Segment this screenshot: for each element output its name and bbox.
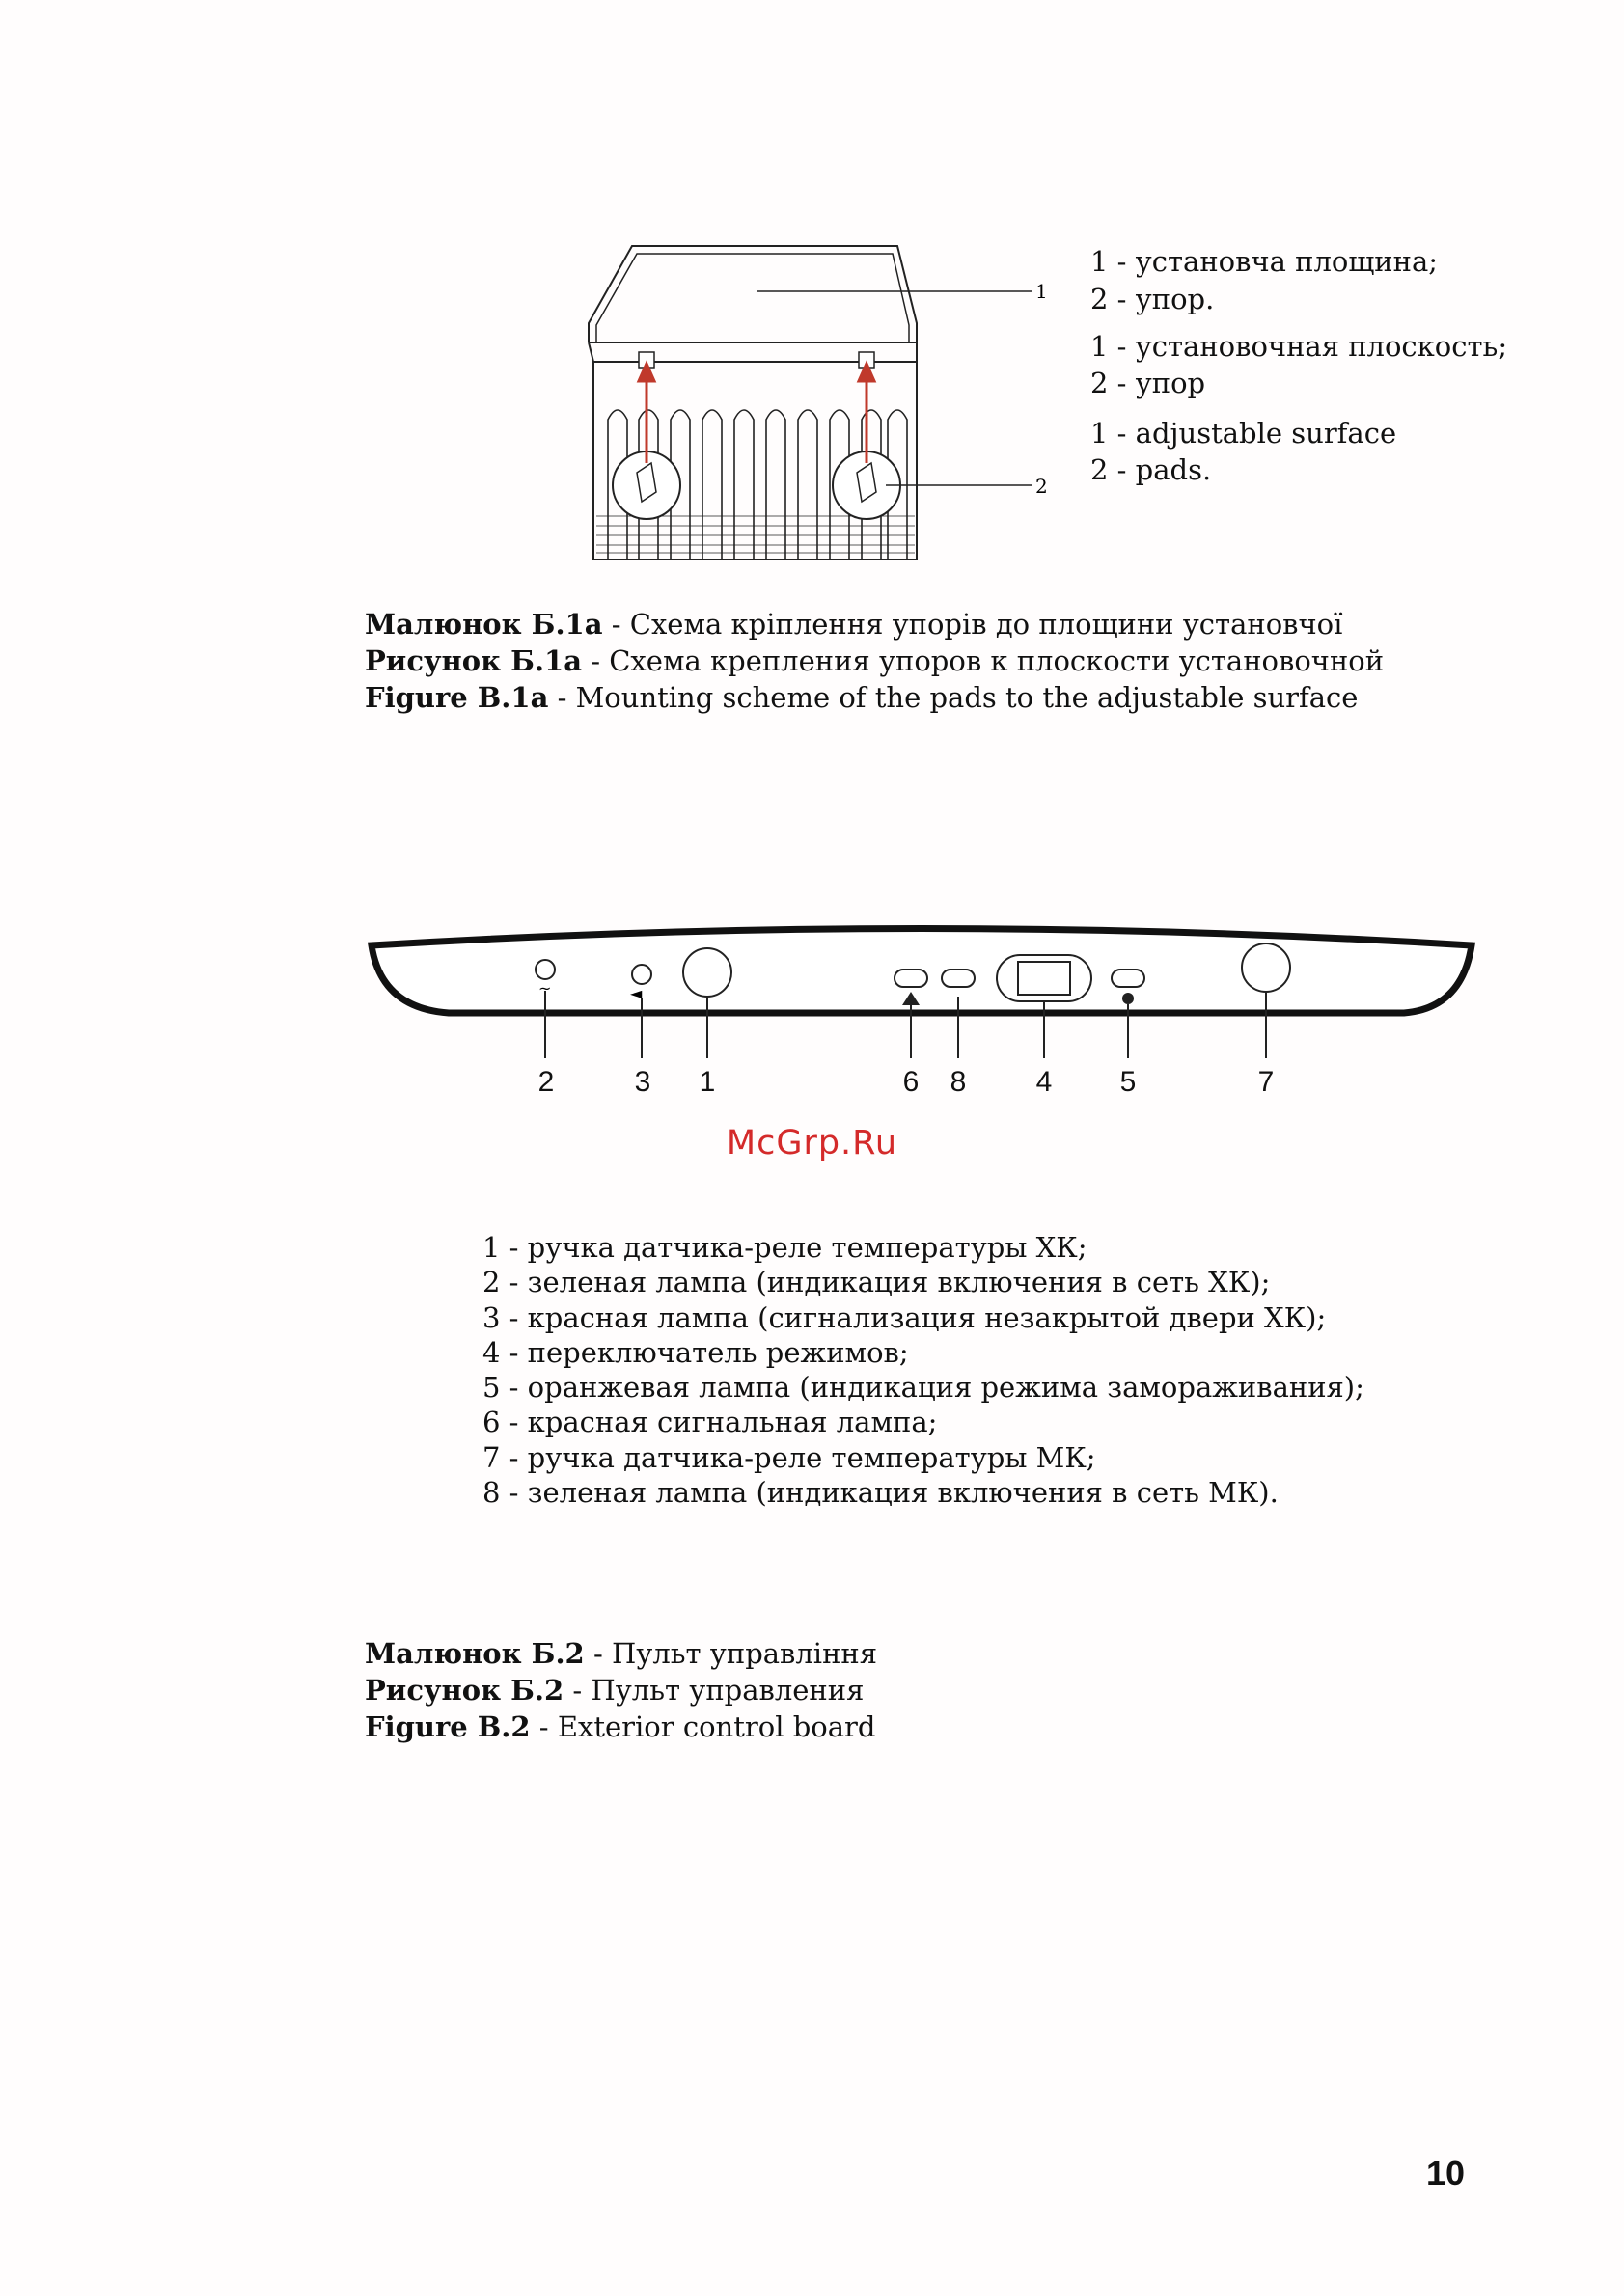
board-number: 4 <box>1035 1066 1053 1098</box>
svg-text:~: ~ <box>538 979 552 998</box>
freezer-mounting-diagram <box>579 236 1061 574</box>
legend-uk-2: 2 - упор. <box>1090 283 1215 315</box>
legend-uk-1: 1 - установча площина; <box>1090 245 1439 278</box>
legend-item: 7 - ручка датчика-реле температуры МК; <box>482 1440 1096 1474</box>
caption-2-en: Figure B.2 - Exterior control board <box>365 1710 876 1743</box>
legend-item: 1 - ручка датчика-реле температуры ХК; <box>482 1231 1087 1264</box>
board-number: 6 <box>902 1066 920 1098</box>
svg-text:◄: ◄ <box>630 984 643 1002</box>
caption-1a-ru: Рисунок Б.1а - Схема крепления упоров к плоскости установочной <box>365 644 1385 677</box>
caption-2-uk: Малюнок Б.2 - Пульт управління <box>365 1637 878 1670</box>
legend-item: 3 - красная лампа (сигнализация незакрытой двери ХК); <box>482 1300 1327 1334</box>
board-legend <box>482 1230 1364 1510</box>
watermark: McGrp.Ru <box>726 1124 898 1162</box>
board-number: 5 <box>1119 1066 1137 1098</box>
board-number: 8 <box>950 1066 967 1098</box>
board-number: 3 <box>634 1066 651 1098</box>
legend-ru-2: 2 - упор <box>1090 367 1206 399</box>
legend-item: 2 - зеленая лампа (индикация включения в сеть ХК); <box>482 1266 1271 1299</box>
board-number: 7 <box>1257 1066 1275 1098</box>
legend-item: 5 - оранжевая лампа (индикация режима замораживания); <box>482 1371 1364 1405</box>
board-number: 1 <box>699 1066 716 1098</box>
legend-en-1: 1 - adjustable surface <box>1090 417 1397 450</box>
board-number: 2 <box>537 1066 555 1098</box>
legend-en-2: 2 - pads. <box>1090 453 1212 486</box>
legend-item: 4 - переключатель режимов; <box>482 1335 909 1369</box>
callout-1: 1 <box>1035 280 1048 303</box>
page-number: 10 <box>1425 2153 1465 2193</box>
legend-item: 8 - зеленая лампа (индикация включения в сеть МК). <box>482 1476 1279 1510</box>
caption-1a-uk: Малюнок Б.1а - Схема кріплення упорів до площини установчої <box>365 608 1343 641</box>
caption-1a-en: Figure B.1a - Mounting scheme of the pads to the adjustable surface <box>365 681 1359 714</box>
legend-ru-1: 1 - установочная плоскость; <box>1090 330 1508 363</box>
callout-2: 2 <box>1035 475 1048 498</box>
legend-item: 6 - красная сигнальная лампа; <box>482 1406 938 1439</box>
caption-2-ru: Рисунок Б.2 - Пульт управления <box>365 1674 865 1707</box>
